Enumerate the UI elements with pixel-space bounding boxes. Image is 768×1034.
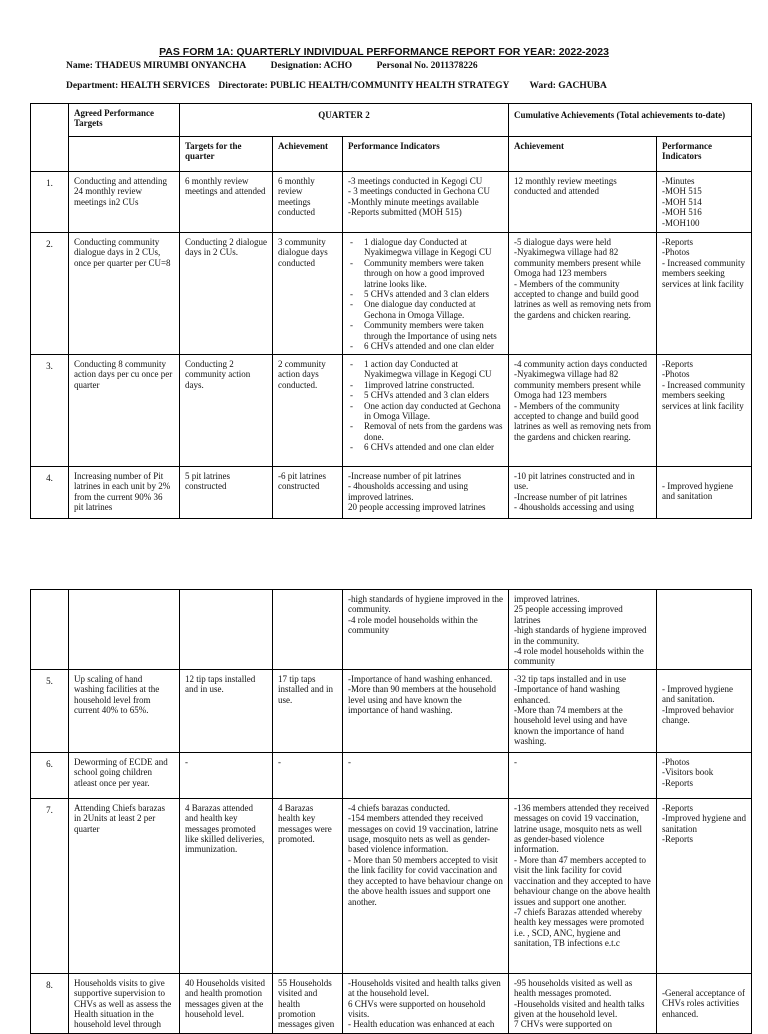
achievement-line: -32 tip taps installed and in use	[514, 673, 626, 684]
indicator-line: -Reports	[662, 237, 694, 247]
indicator-line: - 4housholds accessing and using improved latrines.	[348, 481, 468, 502]
quarter-target: 6 monthly review meetings and attended	[180, 172, 273, 233]
indicator-line: 20 people accessing improved latrines	[348, 502, 486, 513]
department-line	[66, 81, 629, 91]
indicator-line: -Reports	[662, 802, 693, 813]
cumulative-indicators	[657, 233, 752, 355]
indicator-line: - Increased community members seeking services at link facility	[662, 379, 745, 411]
indicator-line: - Health education was enhanced at each	[348, 1019, 495, 1030]
indicator-line: - 3 meetings conducted in Gechona CU	[348, 186, 490, 197]
ward: Ward: GACHUBA	[529, 81, 607, 91]
indicator-bullet: - 1improved latrine constructed.	[348, 380, 503, 390]
indicator-line: -Increase number of pit latrines	[348, 471, 461, 481]
quarter-indicators	[343, 355, 509, 467]
cumulative-achievement	[509, 233, 657, 355]
quarter-indicators	[343, 172, 509, 233]
row-number: 2.	[31, 233, 69, 355]
quarter-achievement: 3 community dialogue days conducted	[273, 233, 343, 355]
indicator-line: 6 CHVs were supported on household visits.	[348, 998, 486, 1020]
col-header-c-indicators: Performance Indicators	[657, 137, 752, 172]
achievement-line: -Households visited and health talks given at the household level.	[514, 998, 645, 1020]
achievement-line: 25 people accessing improved latrines	[514, 604, 623, 625]
indicator-bullet: - 1 action day Conducted at Nyakimegwa village in Kegogi CU	[348, 359, 503, 380]
indicator-line: -Reports	[662, 359, 694, 369]
agreed-target: Conducting and attending 24 monthly review meetings in2 CUs	[69, 172, 180, 233]
indicator-bullet: - 6 CHVs attended and one clan elder	[348, 341, 503, 351]
quarter-achievement	[273, 590, 343, 670]
col-header-q-targets: Targets for the quarter	[180, 137, 273, 172]
quarter-target: Conducting 2 dialogue days in 2 CUs.	[180, 233, 273, 355]
staff-designation: Designation: ACHO	[270, 61, 353, 71]
indicator-line: -Reports submitted (MOH 515)	[348, 207, 462, 218]
indicator-bullet: - Community members were taken through the Importance of using nets	[348, 320, 503, 341]
indicator-line: -Households visited and health talks given at the household level.	[348, 977, 501, 999]
cumulative-indicators	[657, 590, 752, 670]
row-number: 8.	[31, 973, 69, 1033]
staff-name: Name: THADEUS MIRUMBI ONYANCHA	[66, 61, 247, 71]
report-title: PAS FORM 1A: QUARTERLY INDIVIDUAL PERFORMANCE REPORT FOR YEAR: 2022-2023	[159, 46, 609, 58]
indicator-line: -Improved behavior change.	[662, 704, 734, 726]
staff-info-line	[66, 61, 500, 71]
indicator-line: -Monthly minute meetings available	[348, 196, 479, 207]
achievement-line: improved latrines.	[514, 594, 580, 604]
quarter-target: 40 Households visited and health promotion messages given at the household level.	[180, 973, 273, 1033]
cumulative-indicators	[657, 467, 752, 519]
cumulative-indicators	[657, 752, 752, 798]
cumulative-achievement	[509, 798, 657, 973]
indicator-bullet: - One dialogue day conducted at Gechona in Omoga Village.	[348, 299, 503, 320]
row-number: 6.	[31, 752, 69, 798]
staff-personal-no: Personal No. 2011378226	[376, 61, 478, 71]
indicator-bullet: - One action day conducted at Gechona in Omoga Village.	[348, 401, 503, 422]
achievement-line: -high standards of hygiene improved in the community.	[514, 625, 647, 646]
cumulative-achievement	[509, 355, 657, 467]
indicator-line: -3 meetings conducted in Kegogi CU	[348, 176, 483, 186]
indicator-bullet: - 6 CHVs attended and one clan elder	[348, 442, 503, 452]
indicator-line: -Photos	[662, 756, 690, 767]
row-number: 4.	[31, 467, 69, 519]
quarter-indicators	[343, 669, 509, 752]
achievement-line: -5 dialogue days were held	[514, 237, 611, 247]
achievement-line: -7 chiefs Barazas attended whereby health key messages were promoted i.e. , SCD, ANC, hygiene and sanitation, TB infections e.t.c	[514, 906, 644, 949]
indicator-line: -4 role model households within the community	[348, 614, 478, 636]
achievement-line: -10 pit latrines constructed and in use.	[514, 471, 635, 492]
indicator-line: -4 chiefs barazas conducted.	[348, 802, 450, 813]
achievement-line: - Members of the community accepted to change and build good latrines as well as removing nets from the gardens and chicken rearing.	[514, 278, 651, 320]
achievement-line: 7 CHVs were supported on	[514, 1019, 612, 1030]
col-header-targets: Agreed Performance Targets	[69, 104, 180, 137]
indicator-bullet: - 5 CHVs attended and 3 clan elders	[348, 390, 503, 400]
achievement-line: -Increase number of pit latrines	[514, 491, 627, 502]
indicator-line: -Visitors book	[662, 767, 714, 778]
quarter-indicators	[343, 752, 509, 798]
cumulative-indicators	[657, 355, 752, 467]
achievement-line: - 4housholds accessing and using	[514, 502, 634, 513]
report-table-part-1	[30, 103, 752, 519]
quarter-indicators	[343, 798, 509, 973]
table-row	[31, 752, 752, 798]
row-number: 1.	[31, 172, 69, 233]
agreed-target: Conducting 8 community action days per cu once per quarter	[69, 355, 180, 467]
header-row-2	[31, 137, 752, 172]
quarter-target	[180, 590, 273, 670]
number-header	[31, 104, 69, 172]
indicator-bullet: - 5 CHVs attended and 3 clan elders	[348, 289, 503, 299]
quarter-achievement: 4 Barazas health key messages were promoted.	[273, 798, 343, 973]
col-header-quarter: QUARTER 2	[180, 104, 509, 137]
cumulative-achievement	[509, 669, 657, 752]
indicator-bullet: - 1 dialogue day Conducted at Nyakimegwa village in Kegogi CU	[348, 237, 503, 258]
achievement-line: -Nyakimegwa village had 82 community members present while Omoga had 123 members	[514, 369, 641, 401]
indicator-line: -Minutes	[662, 176, 695, 186]
achievement-line: -95 households visited as well as health messages promoted.	[514, 977, 633, 999]
achievement-line: 12 monthly review meetings conducted and attended	[514, 176, 617, 197]
indicator-line: -MOH100	[662, 217, 700, 228]
indicator-line: -Reports	[662, 777, 693, 788]
indicator-line: -Reports	[662, 834, 693, 845]
row-number: 5.	[31, 669, 69, 752]
achievement-line: -More than 74 members at the household level using and have known the importance of hand washing.	[514, 705, 627, 747]
table-row-continued	[31, 590, 752, 670]
quarter-target: -	[180, 752, 273, 798]
indicator-line: -General acceptance of CHVs roles activities enhanced.	[662, 987, 745, 1019]
quarter-indicators	[343, 233, 509, 355]
table-row	[31, 669, 752, 752]
col-header-c-achievement: Achievement	[509, 137, 657, 172]
cumulative-achievement	[509, 467, 657, 519]
indicator-bullet: - Community members were taken through on how a good improved latrine looks like.	[348, 258, 503, 289]
quarter-target: 4 Barazas attended and health key messages promoted like skilled deliveries, immunization.	[180, 798, 273, 973]
quarter-achievement: 2 community action days conducted.	[273, 355, 343, 467]
achievement-line: -	[514, 756, 517, 767]
report-table-part-2	[30, 589, 752, 1034]
indicator-line: -More than 90 members at the household level using and have known the importance of hand washing.	[348, 684, 496, 716]
agreed-target: Attending Chiefs barazas in 2Units at least 2 per quarter	[69, 798, 180, 973]
indicator-line: -Photos	[662, 247, 690, 258]
indicator-line: - More than 50 members accepted to visit the link facility for covid vaccination and they accepted to have behaviour change on the above health issues and support one another.	[348, 854, 503, 907]
col-header-q-indicators: Performance Indicators	[343, 137, 509, 172]
indicator-line: -MOH 516	[662, 207, 702, 218]
achievement-line: -Importance of hand washing enhanced.	[514, 684, 620, 705]
quarter-indicators	[343, 467, 509, 519]
indicator-line: - Improved hygiene and sanitation	[662, 481, 733, 502]
table-row	[31, 467, 752, 519]
quarter-target: 5 pit latrines constructed	[180, 467, 273, 519]
table-row	[31, 798, 752, 973]
quarter-indicators	[343, 973, 509, 1033]
indicator-line: -MOH 515	[662, 186, 702, 197]
quarter-achievement: -	[273, 752, 343, 798]
col-header-blank	[69, 137, 180, 172]
table-row	[31, 172, 752, 233]
achievement-line: -136 members attended they received messages on covid 19 vaccination, latrine usage, mosquito nets as well as gender-based violence information.	[514, 802, 649, 855]
indicator-line: -Improved hygiene and sanitation	[662, 813, 746, 834]
quarter-achievement: 6 monthly review meetings conducted	[273, 172, 343, 233]
directorate: Directorate: PUBLIC HEALTH/COMMUNITY HEALTH STRATEGY	[218, 81, 510, 91]
cumulative-achievement	[509, 172, 657, 233]
cumulative-achievement	[509, 973, 657, 1033]
cumulative-indicators	[657, 172, 752, 233]
quarter-target: 12 tip taps installed and in use.	[180, 669, 273, 752]
quarter-target: Conducting 2 community action days.	[180, 355, 273, 467]
table-row	[31, 973, 752, 1033]
agreed-target	[69, 590, 180, 670]
indicator-line: -Photos	[662, 369, 690, 380]
cumulative-achievement	[509, 590, 657, 670]
achievement-line: -4 role model households within the community	[514, 646, 644, 667]
achievement-line: -Nyakimegwa village had 82 community members present while Omoga had 123 members	[514, 247, 641, 279]
cumulative-indicators	[657, 798, 752, 973]
quarter-achievement: 17 tip taps installed and in use.	[273, 669, 343, 752]
achievement-line: - Members of the community accepted to change and build good latrines as well as removing nets from the gardens and chicken rearing.	[514, 400, 651, 442]
achievement-line: - More than 47 members accepted to visit the link facility for covid vaccination and they accepted to have behaviour change on the above health issues and support one another.	[514, 854, 651, 907]
agreed-target: Conducting community dialogue days in 2 CUs, once per quarter per CU=8	[69, 233, 180, 355]
indicator-bullet: - Removal of nets from the gardens was done.	[348, 421, 503, 442]
indicator-line: -Importance of hand washing enhanced.	[348, 673, 493, 684]
quarter-achievement: 55 Households visited and health promotion messages given	[273, 973, 343, 1033]
indicator-line: -	[348, 756, 351, 767]
row-number	[31, 590, 69, 670]
row-number: 7.	[31, 798, 69, 973]
row-number: 3.	[31, 355, 69, 467]
col-header-cumulative: Cumulative Achievements (Total achievements to-date)	[509, 104, 752, 137]
indicator-line: -154 members attended they received messages on covid 19 vaccination, latrine usage, mosquito nets as well as gender-based violence information.	[348, 813, 498, 855]
achievement-line: -4 community action days conducted	[514, 359, 647, 369]
indicator-line: -high standards of hygiene improved in the community.	[348, 594, 503, 615]
agreed-target: Households visits to give supportive supervision to CHVs as well as assess the Health situation in the household level through	[69, 973, 180, 1033]
agreed-target: Increasing number of Pit latrines in each unit by 2% from the current 90% 36 pit latrines	[69, 467, 180, 519]
agreed-target: Up scaling of hand washing facilities at the household level from current 40% to 65%.	[69, 669, 180, 752]
indicator-line: -MOH 514	[662, 196, 702, 207]
indicator-line: - Improved hygiene and sanitation.	[662, 683, 733, 705]
cumulative-indicators	[657, 669, 752, 752]
quarter-indicators	[343, 590, 509, 670]
cumulative-achievement	[509, 752, 657, 798]
table-row	[31, 233, 752, 355]
header-row-1	[31, 104, 752, 137]
table-row	[31, 355, 752, 467]
cumulative-indicators	[657, 973, 752, 1033]
quarter-achievement: -6 pit latrines constructed	[273, 467, 343, 519]
indicator-line: - Increased community members seeking services at link facility	[662, 257, 745, 289]
col-header-q-achievement: Achievement	[273, 137, 343, 172]
department: Department: HEALTH SERVICES	[66, 81, 210, 91]
agreed-target: Deworming of ECDE and school going children atleast once per year.	[69, 752, 180, 798]
